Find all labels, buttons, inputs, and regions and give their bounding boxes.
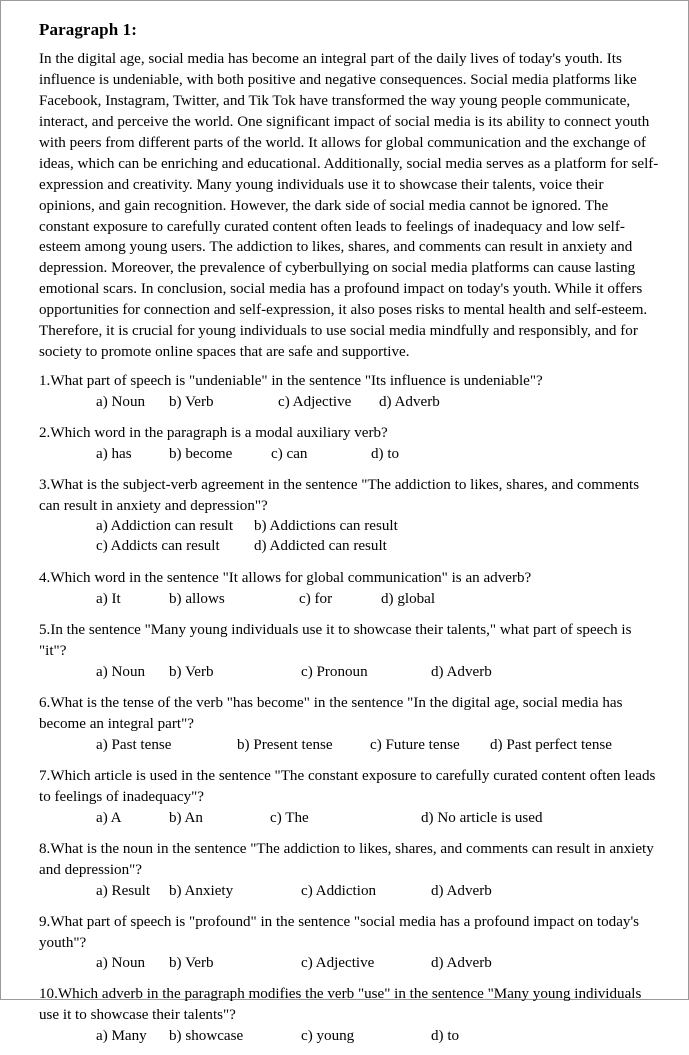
question-spacer	[39, 609, 666, 618]
question-text: 3.What is the subject-verb agreement in the sentence "The addiction to likes, shares, and comments can result in anxiety and depression"?	[39, 476, 640, 514]
answer-option[interactable]: c) Future tense	[370, 737, 460, 753]
answer-option[interactable]: b) allows	[169, 591, 225, 608]
answer-options	[39, 1026, 666, 1046]
answer-option[interactable]: d) Past perfect tense	[490, 737, 612, 753]
answer-option[interactable]: b) Anxiety	[169, 882, 234, 899]
question-block	[39, 371, 666, 421]
answer-option[interactable]: b) Addictions can result	[254, 518, 398, 535]
answer-option[interactable]: a) A	[96, 809, 122, 826]
question-block	[39, 423, 666, 473]
question-text: 1.What part of speech is "undeniable" in the sentence "Its influence is undeniable"?	[39, 372, 543, 389]
question-text: 10.Which adverb in the paragraph modifies the verb "use" in the sentence "Many young individuals use it to showcase their talents"?	[39, 986, 642, 1024]
question-text: 7.Which article is used in the sentence "The constant exposure to carefully curated content often leads to feelings of inadequacy"?	[39, 768, 656, 805]
answer-option[interactable]: c) for	[299, 591, 333, 608]
answer-option[interactable]: b) Verb	[169, 955, 214, 972]
answer-option[interactable]: a) Noun	[96, 664, 146, 681]
question-spacer	[39, 755, 666, 764]
question-text: 9.What part of speech is "profound" in the sentence "social media has a profound impact on today's youth"?	[39, 913, 640, 951]
question-block	[39, 693, 666, 764]
answer-option[interactable]: d) Adverb	[379, 393, 440, 410]
answer-option[interactable]: a) Noun	[96, 955, 146, 972]
answer-option[interactable]: d) to	[371, 445, 400, 462]
answer-option[interactable]: d) Adverb	[431, 955, 492, 972]
answer-option[interactable]: c) Adjective	[301, 955, 375, 972]
answer-options	[39, 953, 666, 973]
question-block	[39, 839, 666, 910]
answer-option[interactable]: d) global	[381, 591, 436, 608]
answer-option[interactable]: b) become	[169, 445, 233, 462]
answer-option[interactable]: a) It	[96, 591, 121, 608]
question-spacer	[39, 682, 666, 691]
answer-option[interactable]: a) Past tense	[96, 737, 172, 753]
answer-option[interactable]: a) Result	[96, 882, 151, 899]
question-block	[39, 568, 666, 618]
question-text: 5.In the sentence "Many young individuals use it to showcase their talents," what part of speech is "it"?	[39, 622, 632, 660]
question-spacer	[39, 412, 666, 421]
question-block	[39, 620, 666, 691]
answer-options	[39, 881, 666, 901]
answer-option[interactable]: d) Adverb	[431, 664, 492, 681]
question-text: 4.Which word in the sentence "It allows for global communication" is an adverb?	[39, 570, 532, 587]
answer-option[interactable]: d) Adverb	[431, 882, 492, 899]
answer-option[interactable]: b) Present tense	[237, 737, 333, 753]
answer-option[interactable]: b) An	[169, 809, 203, 826]
question-block	[39, 912, 666, 983]
question-spacer	[39, 1046, 666, 1055]
question-spacer	[39, 973, 666, 982]
question-block	[39, 766, 666, 837]
answer-options	[39, 662, 666, 682]
answer-option[interactable]: b) Verb	[169, 393, 214, 410]
page-title: Paragraph 1:	[39, 20, 137, 39]
question-spacer	[39, 464, 666, 473]
answer-options	[39, 516, 666, 557]
answer-option[interactable]: a) has	[96, 445, 132, 462]
answer-option[interactable]: a) Many	[96, 1028, 147, 1045]
passage-paragraph: In the digital age, social media has become an integral part of the daily lives of today's youth. Its influence is undeniable, with both positive and negative consequences. Social media platforms like Facebook, Instagram, Twitter, and Tik Tok have transformed the way young people communicate, interact, and perceive the world. One significant impact of social media is its ability to connect youth with peers from different parts of the world. It allows for global communication and the exchange of ideas, which can be enriching and educational. Additionally, social media serves as a platform for self-expression and creativity. Many young individuals use it to showcase their talents, voice their opinions, and gain recognition. However, the dark side of social media cannot be ignored. The constant exposure to carefully curated content often leads to feelings of inadequacy and low self-esteem among young users. The addiction to likes, shares, and comments can result in anxiety and depression. Moreover, the prevalence of cyberbullying on social media platforms can cause lasting emotional scars. In conclusion, social media has a profound impact on today's youth. While it offers opportunities for connection and self-expression, it also poses risks to mental health and self-esteem. Therefore, it is crucial for young individuals to use social media mindfully and responsibly, and for society to promote online spaces that are safe and supportive.	[39, 51, 659, 360]
answer-option[interactable]: c) Addicts can result	[96, 538, 220, 555]
answer-option[interactable]: c) young	[301, 1028, 355, 1045]
answer-option[interactable]: d) to	[431, 1028, 460, 1045]
question-block	[39, 984, 666, 1055]
question-text: 6.What is the tense of the verb "has become" in the sentence "In the digital age, social media has become an integral part"?	[39, 695, 623, 733]
question-block	[39, 475, 666, 567]
answer-option[interactable]: c) Adjective	[278, 393, 352, 410]
question-spacer	[39, 557, 666, 566]
answer-option[interactable]: d) No article is used	[421, 809, 543, 826]
question-text: 8.What is the noun in the sentence "The addiction to likes, shares, and comments can result in anxiety and depression"?	[39, 840, 654, 878]
answer-options	[39, 808, 666, 828]
answer-option[interactable]: a) Noun	[96, 393, 146, 410]
question-spacer	[39, 901, 666, 910]
answer-options	[39, 589, 666, 609]
answer-options	[39, 392, 666, 412]
answer-option[interactable]: c) Addiction	[301, 882, 377, 899]
question-text: 2.Which word in the paragraph is a modal auxiliary verb?	[39, 424, 388, 441]
answer-option[interactable]: c) The	[270, 809, 309, 826]
questions-list	[39, 371, 666, 1055]
answer-option[interactable]: b) showcase	[169, 1028, 244, 1045]
answer-option[interactable]: b) Verb	[169, 664, 214, 681]
answer-option[interactable]: a) Addiction can result	[96, 518, 234, 535]
answer-option[interactable]: c) can	[271, 445, 308, 462]
question-spacer	[39, 828, 666, 837]
answer-option[interactable]: d) Addicted can result	[254, 538, 387, 555]
answer-options	[39, 444, 666, 464]
answer-option[interactable]: c) Pronoun	[301, 664, 368, 681]
answer-options	[39, 735, 666, 755]
